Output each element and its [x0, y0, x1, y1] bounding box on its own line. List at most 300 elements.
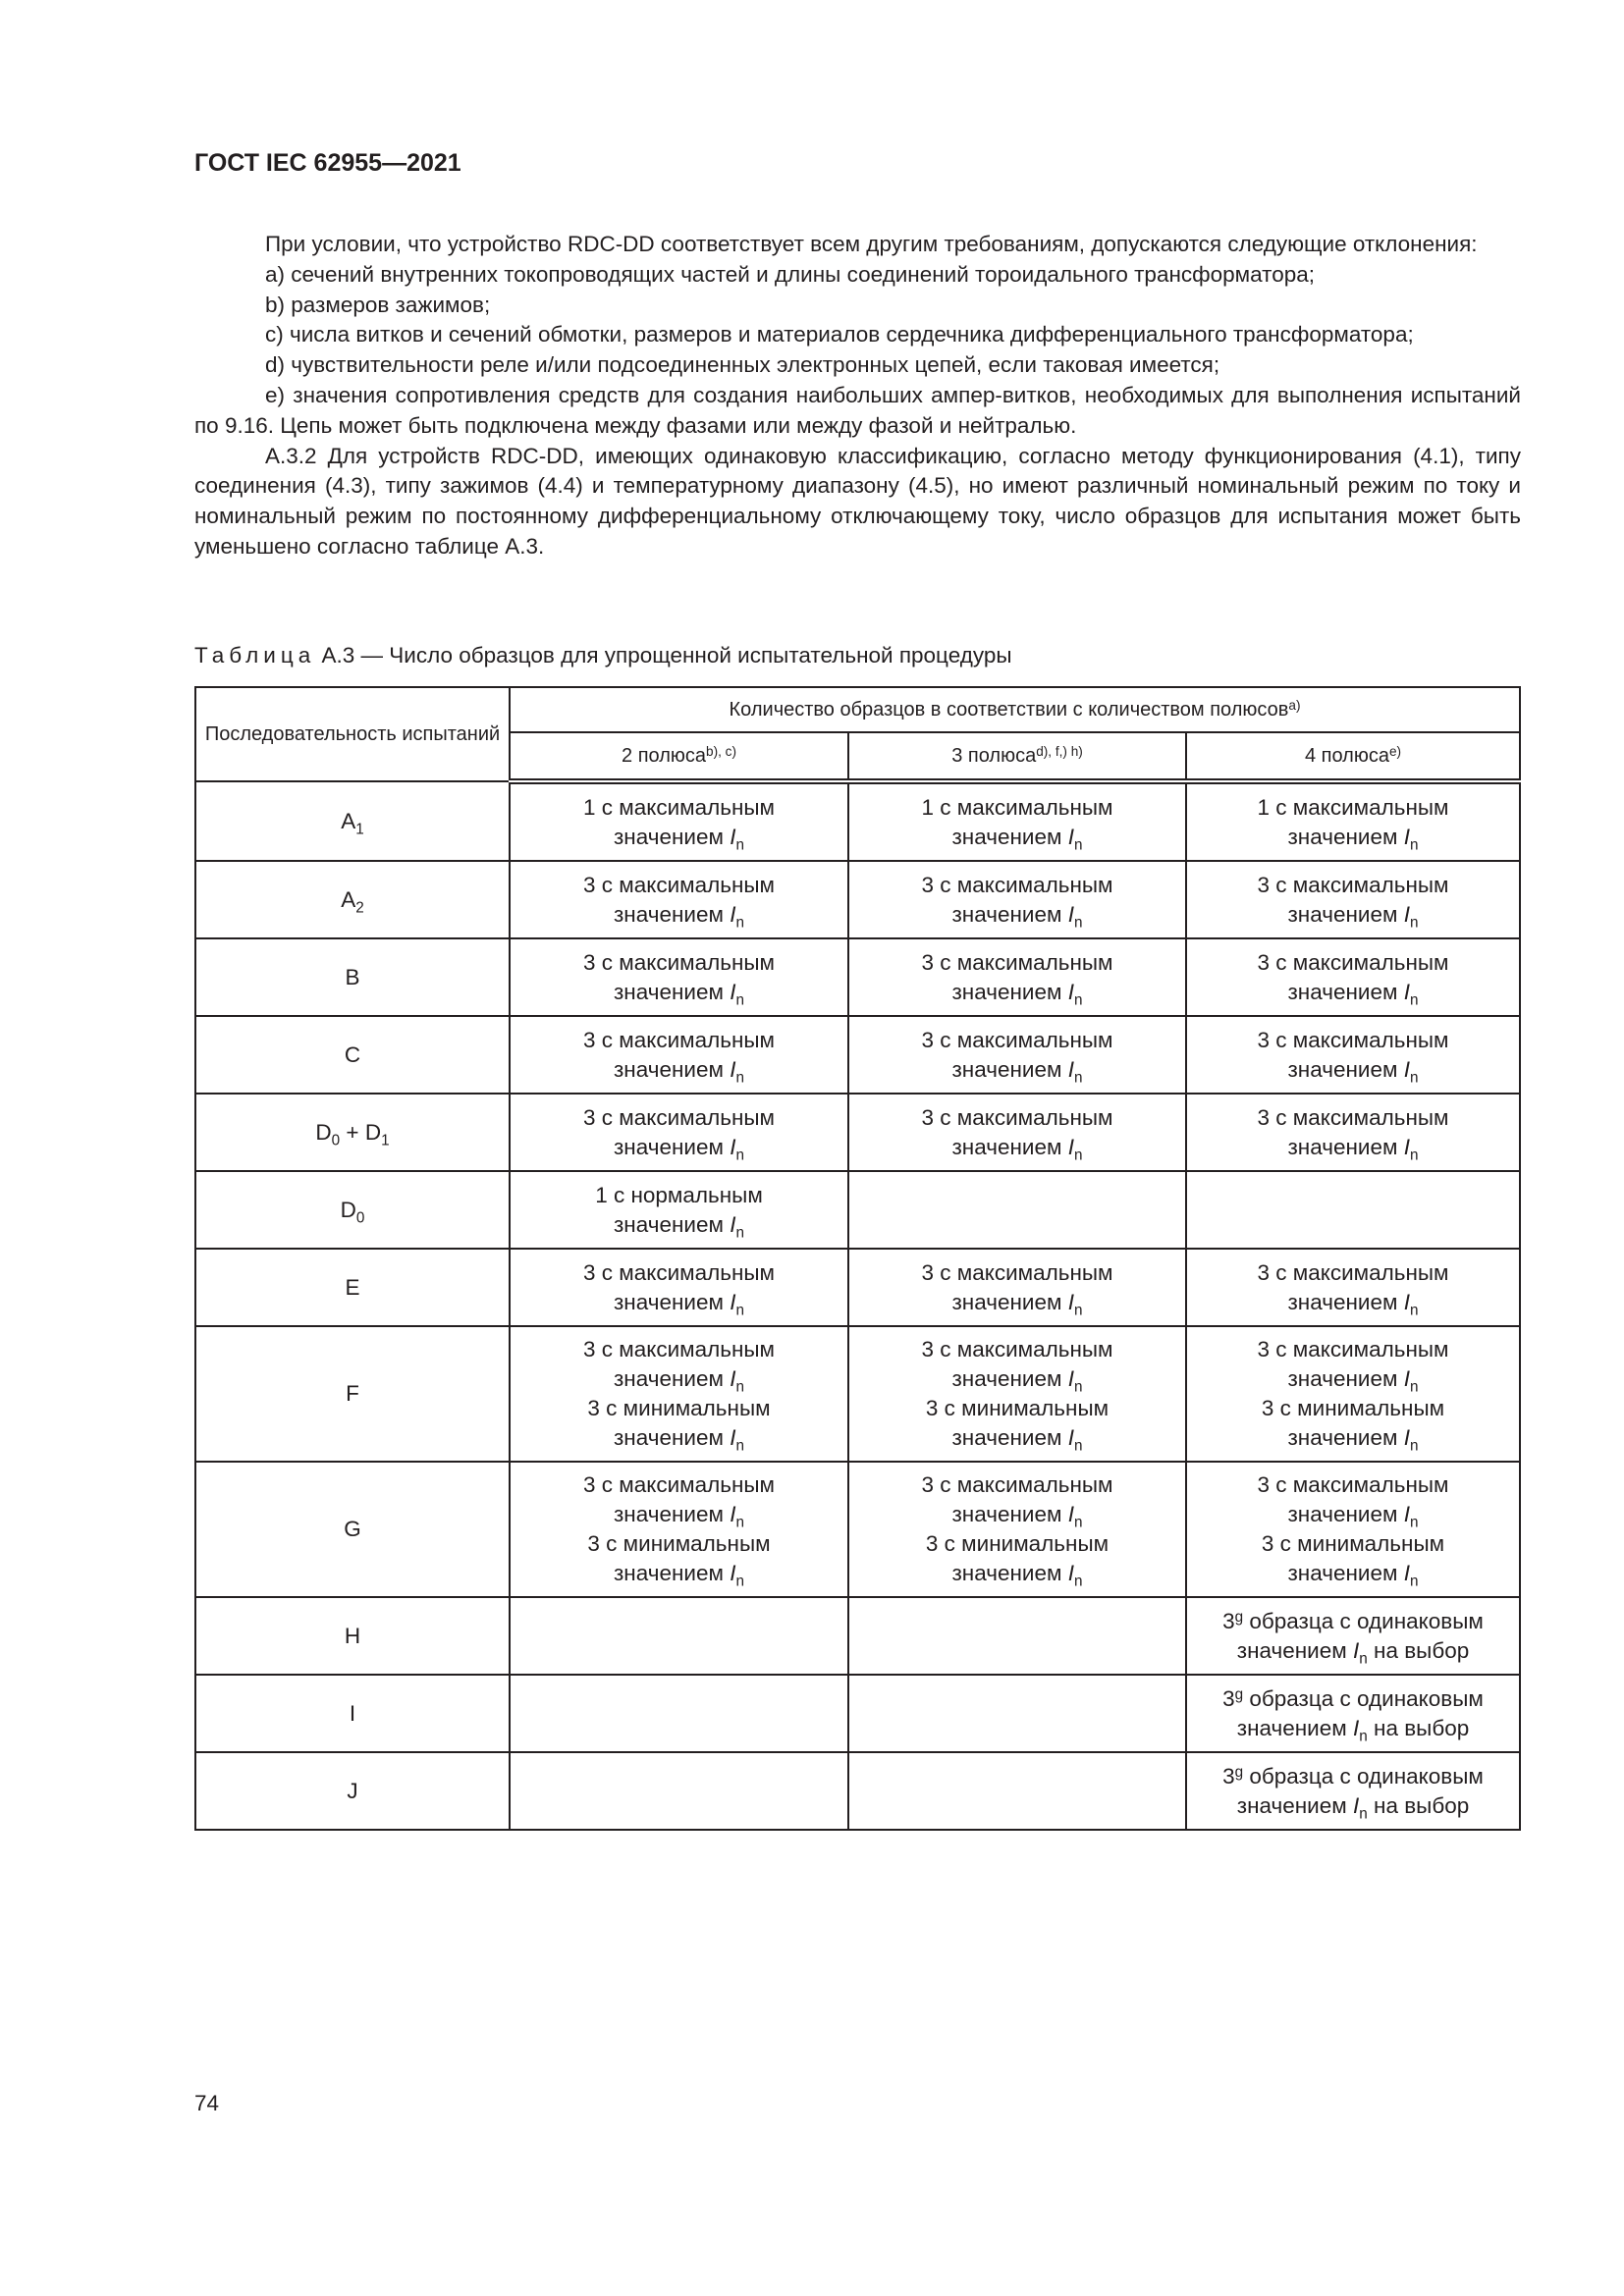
text: значением	[613, 1366, 731, 1391]
cell-line	[1187, 871, 1519, 900]
symbol: I	[1403, 901, 1410, 927]
text: 3 с максимальным	[1257, 1104, 1449, 1130]
subscript: 1	[355, 820, 364, 837]
sample-cell	[848, 1249, 1186, 1326]
sample-cell	[848, 1094, 1186, 1171]
text: значением	[613, 1056, 731, 1082]
sample-cell	[1186, 1171, 1520, 1249]
subscript: n	[1409, 1573, 1419, 1590]
text: 3 с максимальным	[1257, 1337, 1449, 1362]
symbol: I	[730, 1056, 736, 1082]
symbol: I	[1352, 1792, 1360, 1818]
subscript: n	[1073, 1514, 1083, 1531]
symbol: I	[730, 1134, 736, 1159]
subscript: n	[735, 913, 744, 931]
cell-line	[511, 1133, 847, 1162]
text: 3 с максимальным	[921, 949, 1113, 975]
table-row	[195, 861, 1520, 938]
subscript: n	[1409, 1437, 1419, 1455]
cell-line	[511, 1288, 847, 1317]
paragraph: e) значения сопротивления средств для создания наибольших ампер-витков, необходимых для выполнения испытаний по 9.16. Цепь может быть подключена между фазами или между фазой и нейтралью.	[194, 382, 1521, 438]
symbol: I	[1403, 824, 1410, 849]
table-caption	[194, 643, 1012, 668]
sample-cell	[848, 1171, 1186, 1249]
sample-cell	[510, 1326, 848, 1462]
cell-line	[1187, 1559, 1519, 1588]
text: 1 с нормальным	[595, 1182, 763, 1207]
sample-cell	[1186, 781, 1520, 861]
subscript: n	[1359, 1727, 1368, 1744]
cell-line	[511, 1103, 847, 1133]
text: 1 с максимальным	[582, 794, 776, 820]
text: значением	[1287, 824, 1404, 849]
text: I	[349, 1700, 356, 1726]
superscript: g	[1234, 1608, 1244, 1626]
text: значением	[951, 901, 1068, 927]
symbol: I	[730, 901, 736, 927]
symbol: I	[730, 979, 736, 1004]
symbol: I	[1067, 1561, 1074, 1585]
text: 1 с максимальным	[921, 794, 1113, 820]
paragraph: При условии, что устройство RDC-DD соответствует всем другим требованиям, допускаются следующие отклонения:	[265, 232, 1478, 256]
text: A	[341, 808, 356, 833]
symbol: I	[730, 1211, 736, 1237]
subscript: n	[1073, 913, 1083, 931]
text: значением	[951, 979, 1068, 1004]
sample-cell	[510, 1249, 848, 1326]
subscript: n	[1073, 1068, 1083, 1086]
subscript: n	[735, 835, 744, 853]
cell-line	[511, 1423, 847, 1453]
text: значением	[1236, 1637, 1353, 1663]
sample-cell	[510, 861, 848, 938]
sample-cell	[510, 781, 848, 861]
sample-cell	[848, 1597, 1186, 1675]
row-label	[195, 1171, 510, 1249]
cell-line	[511, 1364, 847, 1394]
subscript: n	[735, 1573, 744, 1590]
text: 1 с максимальным	[1257, 794, 1449, 820]
text: 3 с максимальным	[1257, 1027, 1449, 1052]
sample-cell	[510, 938, 848, 1016]
text: D	[340, 1197, 356, 1222]
table-row	[195, 781, 1520, 861]
text: 3 с максимальным	[582, 949, 776, 975]
sample-cell	[510, 1171, 848, 1249]
symbol: I	[1067, 1289, 1074, 1314]
cell-line	[849, 1335, 1185, 1364]
text: значением	[951, 1289, 1068, 1314]
subscript: n	[1359, 1649, 1368, 1667]
cell-line	[1187, 1103, 1519, 1133]
text: 3 с максимальным	[921, 1027, 1113, 1052]
text: G	[344, 1517, 361, 1541]
cell-line	[511, 793, 847, 823]
subscript: 1	[381, 1131, 390, 1148]
text: 3 с максимальным	[582, 1337, 776, 1362]
text: значением	[951, 1502, 1068, 1526]
subscript: n	[735, 1068, 744, 1086]
cell-line	[1187, 1714, 1519, 1743]
superscript: g	[1234, 1763, 1244, 1781]
cell-line	[1187, 1423, 1519, 1453]
symbol: I	[1403, 1561, 1410, 1585]
symbol: I	[1403, 1502, 1410, 1526]
cell-line	[511, 1258, 847, 1288]
text: 3 с минимальным	[1261, 1396, 1445, 1420]
cell-line	[1187, 1636, 1519, 1666]
text: значением	[613, 979, 731, 1004]
cell-line	[511, 978, 847, 1007]
cell-line	[849, 1500, 1185, 1529]
text: на выбор	[1367, 1715, 1470, 1740]
sample-cell	[848, 1462, 1186, 1597]
subscript: n	[735, 990, 744, 1008]
sample-cell	[848, 1326, 1186, 1462]
text: значением	[613, 1561, 731, 1585]
text: 3 с максимальным	[582, 1472, 776, 1497]
row-label	[195, 781, 510, 861]
text: значением	[1287, 1056, 1404, 1082]
cell-line	[511, 1335, 847, 1364]
text: E	[345, 1274, 360, 1300]
symbol: I	[1352, 1715, 1360, 1740]
document-header: ГОСТ IEC 62955—2021	[194, 149, 461, 177]
cell-line	[511, 1470, 847, 1500]
cell-line	[849, 948, 1185, 978]
text: 3 с минимальным	[925, 1531, 1110, 1556]
sample-cell	[848, 1016, 1186, 1094]
cell-line	[849, 1026, 1185, 1055]
cell-line	[1187, 1133, 1519, 1162]
cell-line	[849, 1103, 1185, 1133]
text: значением	[613, 824, 731, 849]
paragraph: А.3.2 Для устройств RDC-DD, имеющих одинаковую классификацию, согласно методу функционирования (4.1), типу соединения (4.3), типу зажимов (4.4) и температурному диапазону (4.5), но имеют различный номинальный режим по току и номинальный режим по постоянному дифференциальному отключающему току, число образцов для испытания может быть уменьшено согласно таблице А.3.	[194, 443, 1521, 559]
samples-table	[194, 686, 1521, 1831]
text: значением	[613, 1134, 731, 1159]
symbol: I	[1067, 824, 1074, 849]
symbol: I	[1067, 1134, 1074, 1159]
sample-cell	[848, 861, 1186, 938]
cell-line	[849, 1133, 1185, 1162]
subscript: n	[1409, 1146, 1419, 1163]
sample-cell	[510, 1016, 848, 1094]
cell-line	[1187, 1055, 1519, 1085]
row-label	[195, 1462, 510, 1597]
sample-cell	[510, 1462, 848, 1597]
row-label	[195, 1016, 510, 1094]
cell-line	[1187, 1394, 1519, 1423]
text: значением	[1287, 1289, 1404, 1314]
table-row	[195, 1462, 1520, 1597]
subscript: n	[1073, 1573, 1083, 1590]
cell-line	[849, 1423, 1185, 1453]
text: 3	[1222, 1608, 1235, 1633]
text: + D	[340, 1119, 382, 1145]
text: значением	[1287, 1502, 1404, 1526]
subscript: n	[1073, 1146, 1083, 1163]
row-label	[195, 1094, 510, 1171]
subscript: n	[735, 1301, 744, 1318]
symbol: I	[1352, 1637, 1360, 1663]
subscript: n	[735, 1514, 744, 1531]
cell-line	[511, 1559, 847, 1588]
subscript: n	[1073, 835, 1083, 853]
sample-cell	[1186, 1675, 1520, 1752]
subscript: n	[735, 1223, 744, 1241]
table-row	[195, 1016, 1520, 1094]
subscript: 0	[331, 1131, 341, 1148]
text: 3 с максимальным	[582, 1027, 776, 1052]
sample-cell	[510, 1752, 848, 1830]
cell-line	[849, 871, 1185, 900]
cell-line	[1187, 1791, 1519, 1821]
cell-line	[1187, 1364, 1519, 1394]
text: 3 с минимальным	[1261, 1531, 1445, 1556]
cell-line	[511, 1026, 847, 1055]
text: 3 с максимальным	[582, 872, 776, 897]
cell-line	[1187, 1529, 1519, 1559]
subscript: n	[735, 1437, 744, 1455]
symbol: I	[1067, 901, 1074, 927]
subscript: n	[735, 1378, 744, 1396]
sample-cell	[1186, 1752, 1520, 1830]
cell-line	[1187, 1607, 1519, 1636]
cell-line	[849, 1288, 1185, 1317]
symbol: I	[730, 1289, 736, 1314]
row-label	[195, 1249, 510, 1326]
symbol: I	[1067, 979, 1074, 1004]
text: на выбор	[1367, 1792, 1470, 1818]
cell-line	[511, 900, 847, 930]
sample-cell	[1186, 1326, 1520, 1462]
subscript: n	[1409, 1068, 1419, 1086]
symbol: I	[730, 1502, 736, 1526]
subscript: n	[1409, 1301, 1419, 1318]
sample-cell	[1186, 1462, 1520, 1597]
row-label	[195, 1326, 510, 1462]
cell-line	[511, 1394, 847, 1423]
text: F	[346, 1381, 359, 1406]
text: значением	[613, 1289, 731, 1314]
table-row	[195, 1326, 1520, 1462]
text: значением	[951, 1134, 1068, 1159]
body-text	[194, 230, 1521, 562]
cell-line	[511, 1181, 847, 1210]
text: образца с одинаковым	[1243, 1685, 1484, 1711]
text: значением	[613, 1502, 731, 1526]
header-sequence: Последовательность испытаний	[195, 687, 510, 781]
cell-line	[849, 1364, 1185, 1394]
superscript: g	[1234, 1685, 1244, 1703]
text: 3 с максимальным	[921, 1472, 1113, 1497]
cell-line	[511, 1529, 847, 1559]
paragraph: c) числа витков и сечений обмотки, размеров и материалов сердечника дифференциального трансформатора;	[265, 322, 1414, 347]
text: 3 с максимальным	[582, 1104, 776, 1130]
text: 3 с максимальным	[1257, 1259, 1449, 1285]
text: значением	[1287, 1366, 1404, 1391]
row-label	[195, 1597, 510, 1675]
subscript: n	[1073, 1378, 1083, 1396]
symbol: I	[1067, 1366, 1074, 1391]
cell-line	[849, 1394, 1185, 1423]
header-4-poles: 4 полюса$^{e)}$	[1186, 732, 1520, 781]
symbol: I	[730, 1366, 736, 1391]
text: значением	[1236, 1792, 1353, 1818]
text: 3 с максимальным	[921, 872, 1113, 897]
text: 3	[1222, 1685, 1235, 1711]
sample-cell	[848, 781, 1186, 861]
text: 3 с минимальным	[925, 1396, 1110, 1420]
text: значением	[951, 1561, 1068, 1585]
sample-cell	[510, 1094, 848, 1171]
text: 3 с максимальным	[1257, 872, 1449, 897]
symbol: I	[1403, 1425, 1410, 1450]
text: 3 с максимальным	[1257, 949, 1449, 975]
cell-line	[849, 793, 1185, 823]
subscript: 2	[355, 898, 364, 916]
cell-line	[511, 1210, 847, 1240]
table-row	[195, 1752, 1520, 1830]
symbol: I	[1403, 1134, 1410, 1159]
sample-cell	[1186, 1597, 1520, 1675]
sample-cell	[848, 938, 1186, 1016]
sample-cell	[1186, 1016, 1520, 1094]
paragraph: a) сечений внутренних токопроводящих частей и длины соединений тороидального трансформатора;	[265, 261, 1316, 287]
text: значением	[1287, 1561, 1404, 1585]
subscript: n	[1073, 990, 1083, 1008]
table-row	[195, 1675, 1520, 1752]
text: 3 с максимальным	[921, 1259, 1113, 1285]
text: H	[344, 1623, 361, 1648]
sample-cell	[848, 1752, 1186, 1830]
cell-line	[1187, 948, 1519, 978]
cell-line	[1187, 793, 1519, 823]
text: C	[344, 1041, 361, 1067]
text: значением	[951, 1056, 1068, 1082]
text: B	[345, 964, 360, 989]
text: значением	[1287, 1134, 1404, 1159]
cell-line	[1187, 1684, 1519, 1714]
cell-line	[1187, 1500, 1519, 1529]
cell-line	[511, 823, 847, 852]
cell-line	[849, 978, 1185, 1007]
table-row	[195, 1597, 1520, 1675]
cell-line	[511, 1055, 847, 1085]
subscript: n	[1073, 1301, 1083, 1318]
sample-cell	[1186, 1249, 1520, 1326]
table-row	[195, 1094, 1520, 1171]
cell-line	[1187, 1288, 1519, 1317]
text: 3 с максимальным	[921, 1337, 1113, 1362]
text: значением	[613, 1211, 731, 1237]
text: 3 с максимальным	[921, 1104, 1113, 1130]
cell-line	[849, 1055, 1185, 1085]
header-2-poles: 2 полюса$^{b), c)}$	[510, 732, 848, 781]
text: 3 с минимальным	[587, 1396, 771, 1420]
symbol: I	[1067, 1425, 1074, 1450]
table-row	[195, 1171, 1520, 1249]
cell-line	[849, 900, 1185, 930]
cell-line	[1187, 978, 1519, 1007]
cell-line	[1187, 823, 1519, 852]
sample-cell	[510, 1675, 848, 1752]
paragraph: b) размеров зажимов;	[265, 292, 491, 317]
text: значением	[951, 1425, 1068, 1450]
row-label	[195, 1752, 510, 1830]
text: значением	[613, 901, 731, 927]
symbol: I	[730, 1425, 736, 1450]
subscript: n	[1409, 1514, 1419, 1531]
sample-cell	[1186, 938, 1520, 1016]
caption-text: А.3 — Число образцов для упрощенной испытательной процедуры	[315, 643, 1012, 667]
symbol: I	[1403, 979, 1410, 1004]
subscript: n	[1073, 1437, 1083, 1455]
cell-line	[511, 948, 847, 978]
header-group: Количество образцов в соответствии с количеством полюсов$^{a)}$	[510, 687, 1520, 732]
cell-line	[1187, 1335, 1519, 1364]
table-row	[195, 938, 1520, 1016]
cell-line	[1187, 900, 1519, 930]
symbol: I	[1403, 1366, 1410, 1391]
symbol: I	[730, 824, 736, 849]
text: образца с одинаковым	[1243, 1763, 1484, 1789]
cell-line	[1187, 1026, 1519, 1055]
text: образца с одинаковым	[1243, 1608, 1484, 1633]
sample-cell	[1186, 1094, 1520, 1171]
text: J	[347, 1778, 358, 1803]
symbol: I	[1067, 1502, 1074, 1526]
cell-line	[849, 1470, 1185, 1500]
symbol: I	[730, 1561, 736, 1585]
row-label	[195, 938, 510, 1016]
text: значением	[951, 1366, 1068, 1391]
subscript: n	[735, 1146, 744, 1163]
symbol: I	[1403, 1056, 1410, 1082]
cell-line	[1187, 1470, 1519, 1500]
subscript: n	[1409, 1378, 1419, 1396]
cell-line	[511, 871, 847, 900]
caption-prefix: Таблица	[194, 643, 316, 667]
sample-cell	[510, 1597, 848, 1675]
cell-line	[849, 1559, 1185, 1588]
text: значением	[613, 1425, 731, 1450]
text: значением	[1236, 1715, 1353, 1740]
text: на выбор	[1367, 1637, 1470, 1663]
text: 3 с максимальным	[582, 1259, 776, 1285]
text: 3	[1222, 1763, 1235, 1789]
sample-cell	[848, 1675, 1186, 1752]
row-label	[195, 1675, 510, 1752]
cell-line	[511, 1500, 847, 1529]
text: значением	[1287, 979, 1404, 1004]
cell-line	[849, 1258, 1185, 1288]
sample-cell	[1186, 861, 1520, 938]
subscript: 0	[355, 1208, 365, 1226]
text: 3 с максимальным	[1257, 1472, 1449, 1497]
symbol: I	[1403, 1289, 1410, 1314]
subscript: n	[1409, 835, 1419, 853]
header-3-poles: 3 полюса$^{d), f,) h)}$	[848, 732, 1186, 781]
text: значением	[951, 824, 1068, 849]
cell-line	[1187, 1762, 1519, 1791]
table-row	[195, 1249, 1520, 1326]
cell-line	[1187, 1258, 1519, 1288]
text: D	[315, 1119, 332, 1145]
text: значением	[1287, 1425, 1404, 1450]
paragraph: d) чувствительности реле и/или подсоединенных электронных цепей, если таковая имеется;	[265, 352, 1220, 378]
page-number: 74	[194, 2091, 220, 2115]
